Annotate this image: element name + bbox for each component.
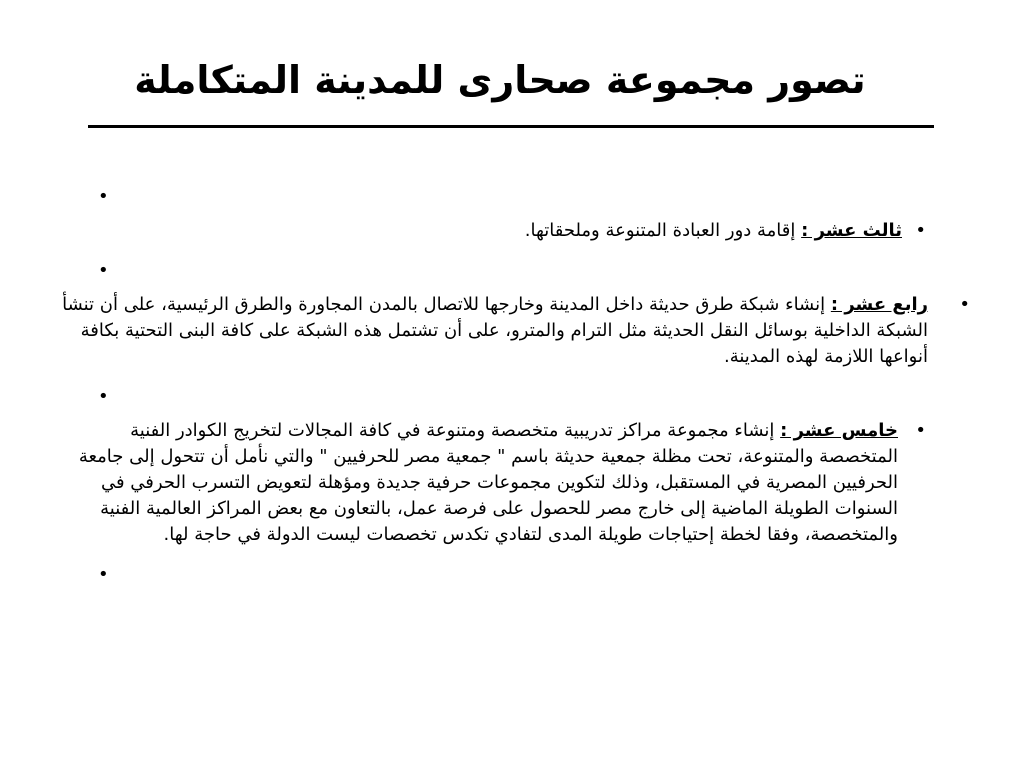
item-heading: ثالث عشر :: [801, 220, 902, 241]
bullet-dot: •: [915, 420, 926, 441]
bullet-dot: •: [98, 186, 109, 207]
list-item-14: [58, 292, 970, 370]
item-heading: خامس عشر :: [780, 420, 898, 441]
bullet-dot: •: [98, 564, 109, 585]
item-text: إقامة دور العبادة المتنوعة وملحقاتها.: [524, 220, 802, 241]
item-text: إنشاء شبكة طرق حديثة داخل المدينة وخارجها للاتصال بالمدن المجاورة والطرق الرئيسية، على أن تنشأ الشبكة الداخلية بوسائل النقل الحديثة مثل الترام والمترو، على أن تشتمل هذه الشبكة على كافة البنى التحتية بكافة أنواعها اللازمة لهذه المدينة.: [62, 294, 928, 367]
empty-bullet-item: [58, 556, 938, 590]
bullet-dot: •: [98, 260, 109, 281]
item-heading: رابع عشر :: [830, 294, 928, 315]
bullet-dot: •: [98, 386, 109, 407]
empty-bullet-item: [58, 252, 938, 286]
empty-bullet-item: [58, 378, 938, 412]
bullet-dot: •: [915, 220, 926, 241]
bullet-dot: •: [959, 294, 970, 315]
item-text: إنشاء مجموعة مراكز تدريبية متخصصة ومتنوعة في كافة المجالات لتخريج الكوادر الفنية المتخصصة والمتنوعة، تحت مظلة جمعية حديثة باسم " جمعية مصر للحرفيين " والتي نأمل أن تتحول إلى جامعة الحرفيين المصرية في المستقبل، وذلك لتكوين مجموعات حرفية جديدة ومؤهلة لتعويض التسرب الحرفي في السنوات الطويلة الماضية إلى خارج مصر للحصول على فرصة عمل، بالتعاون مع بعض المراكز العالمية الفنية والمتخصصة، وفقا لخطة إحتياجات طويلة المدى لتفادي تكدس تخصصات ليست الدولة في حاجة لها.: [78, 420, 898, 545]
title-underline: [88, 125, 934, 128]
empty-bullet-item: [58, 178, 938, 212]
list-item-15: [58, 418, 938, 548]
list-item-13: [58, 218, 938, 244]
slide-title: تصور مجموعة صحارى للمدينة المتكاملة: [134, 58, 866, 102]
bullet-list: [58, 178, 970, 590]
